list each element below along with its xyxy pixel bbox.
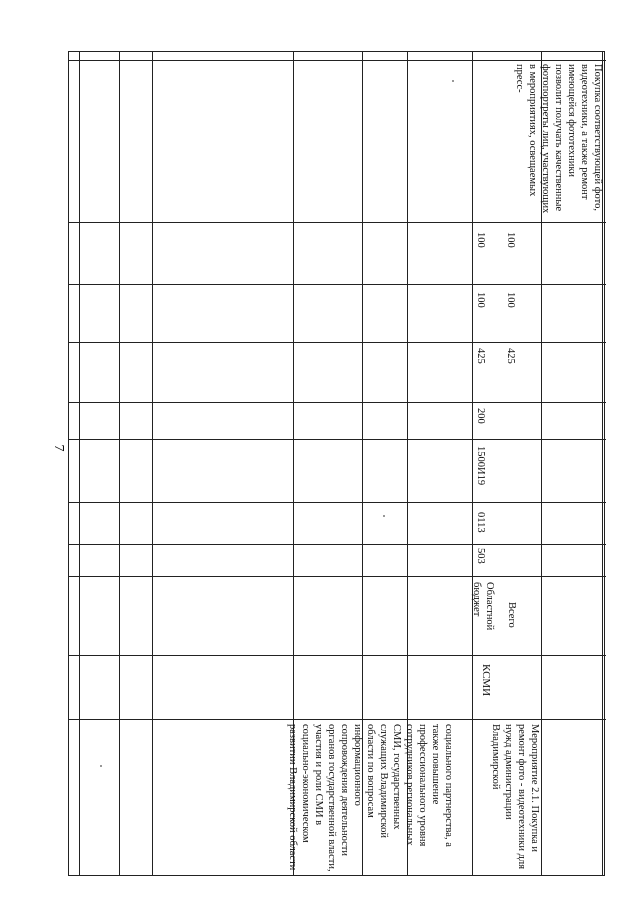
year-value-cell: 100 [505, 232, 516, 248]
subrow-divider [472, 402, 507, 403]
column-divider [472, 52, 473, 875]
column-divider [152, 52, 153, 875]
year-value-cell: 100 [475, 292, 486, 308]
year-value-cell: 100 [505, 292, 516, 308]
row-divider [69, 402, 606, 403]
budget-table [68, 51, 605, 876]
row-divider [69, 439, 606, 440]
gr-code-cell: 503 [475, 548, 486, 564]
row-divider [69, 60, 606, 61]
scan-speck [383, 515, 385, 517]
vr-code-cell: 200 [475, 408, 486, 424]
source-cell: Всего [506, 602, 517, 628]
row-divider [69, 284, 606, 285]
row-divider [69, 576, 606, 577]
executor-cell: КСМИ [480, 664, 492, 697]
column-divider [79, 52, 80, 875]
rzpr-code-cell: 0113 [475, 512, 486, 533]
column-divider [119, 52, 120, 875]
row-divider [69, 655, 606, 656]
program-goal-text: социального партнерства, а также повышение профессионального уровня сотрудников региональных СМИ, государственных служащих Владимирской области по вопросам информационного сопровождения деятельности органов государственной власти, участия и роли СМИ в социально-экономическом развитии Владимирской области [287, 724, 454, 872]
row-divider [69, 342, 606, 343]
total-cell: 425 [505, 348, 516, 364]
event-name: Мероприятие 2.1. Покупка и ремонт фото - видеотехники для нужд администрации Владимирской [490, 724, 540, 870]
total-cell: 425 [475, 348, 486, 364]
row-divider [69, 222, 606, 223]
source-cell: Областной бюджет [471, 582, 495, 631]
row-divider [69, 719, 606, 720]
expected-result-text: Покупка соответствующей фото, видеотехники, а также ремонт имеющейся фототехники позволит получать качественные фотопортреты лиц, участвующих в мероприятиях, освещаемых пресс- [514, 64, 603, 214]
scan-speck [100, 765, 102, 767]
row-divider [69, 502, 606, 503]
csr-code-cell: 1500И19 [475, 446, 486, 486]
year-value-cell: 100 [475, 232, 486, 248]
scan-speck [452, 80, 454, 82]
row-divider [69, 544, 606, 545]
page-number: 7 [51, 444, 66, 452]
